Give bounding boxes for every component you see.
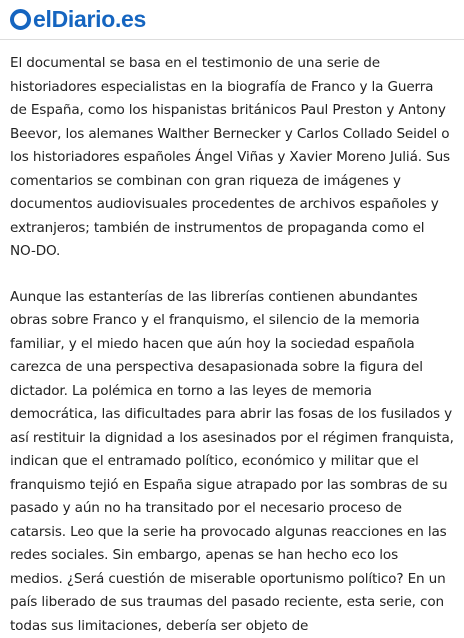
site-logo[interactable] (10, 6, 146, 33)
logo-text: elDiario.es (33, 6, 146, 33)
article-paragraph: El documental se basa en el testimonio de una serie de historiadores especialistas en la biografía de Franco y la Guerra de España, como los hispanistas británicos Paul Preston y Antony Beevor, los alemanes Walther Bernecker y Carlos Collado Seidel o los historiadores españoles Ángel Viñas y Xavier Moreno Juliá. Sus comentarios se combinan con gran riqueza de imágenes y documentos audiovisuales procedentes de archivos españoles y extranjeros; también de instrumentos de propaganda como el NO-DO. (10, 52, 454, 264)
article-body (0, 52, 464, 638)
logo-circle-icon (10, 9, 31, 30)
site-header (0, 0, 464, 40)
article-paragraph: Aunque las estanterías de las librerías contienen abundantes obras sobre Franco y el franquismo, el silencio de la memoria familiar, y el miedo hacen que aún hoy la sociedad española carezca de una perspectiva desapasionada sobre la figura del dictador. La polémica en torno a las leyes de memoria democrática, las dificultades para abrir las fosas de los fusilados y así restituir la dignidad a los asesinados por el régimen franquista, indican que el entramado político, económico y militar que el franquismo tejió en España sigue atrapado por las sombras de su pasado y aún no ha transitado por el necesario proceso de catarsis. Leo que la serie ha provocado algunas reacciones en las redes sociales. Sin embargo, apenas se han hecho eco los medios. ¿Será cuestión de miserable oportunismo político? En un país liberado de sus traumas del pasado reciente, esta serie, con todas sus limitaciones, debería ser objeto de (10, 286, 454, 638)
